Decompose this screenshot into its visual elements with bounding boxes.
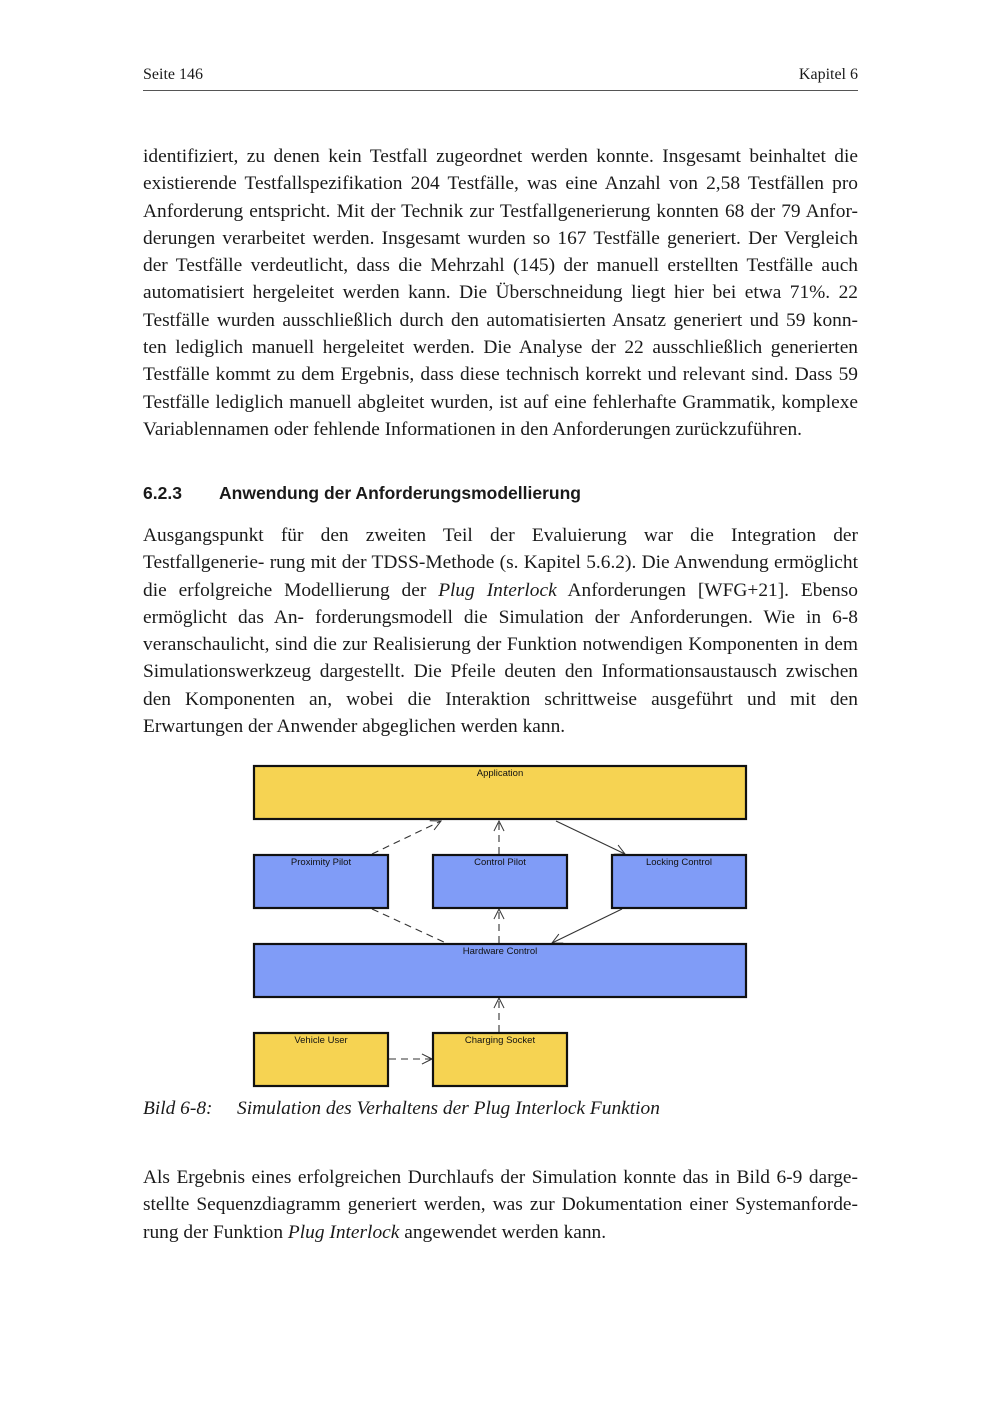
- text-line: existierende Testfallspezifikation 204 Testfälle, was eine Anzahl von 2,58 Testfällen pro: [143, 173, 858, 195]
- text-line: Testfälle lediglich manuell abgleitet wurden, ist auf eine fehlerhafte Grammatik, komplexe: [143, 391, 858, 413]
- label-application: Application: [476, 768, 524, 779]
- text-line: Ausgangspunkt für den zweiten Teil der Evaluierung war die Integration der Testfallgenerie-: [143, 525, 858, 574]
- edge-proximity-to-hardware: [372, 909, 446, 943]
- label-control-pilot: Control Pilot: [474, 857, 526, 868]
- label-locking-control: Locking Control: [645, 857, 713, 868]
- text-line: Anforderung entspricht. Mit der Technik zur Testfallgenerierung konnten 68 der 79 Anfor-: [143, 200, 858, 222]
- paragraph-result: [143, 1164, 858, 1246]
- section-title: Anwendung der Anforderungsmodellierung: [219, 483, 581, 503]
- text-line: Testfälle wurden ausschließlich durch den automatisierten Ansatz generiert und 59 konn-: [143, 309, 858, 331]
- emphasis-plug-interlock: Plug Interlock: [287, 1221, 400, 1243]
- text-line: Modellierung der: [284, 579, 439, 601]
- paragraph-modelling: [143, 522, 858, 740]
- text-line: abgeglichen werden kann.: [362, 716, 566, 738]
- text-line: identifiziert, zu denen kein Testfall zugeordnet werden konnte. Insgesamt beinhaltet die: [143, 146, 858, 167]
- label-charging-socket: Charging Socket: [464, 1035, 536, 1046]
- text-line: stellte Sequenzdiagramm generiert werden, was zur Dokumentation einer Systemanforde-: [143, 1194, 858, 1216]
- edge-proximity-to-application: [372, 821, 441, 854]
- component-diagram: [250, 760, 750, 1095]
- edge-locking-to-hardware: [552, 909, 622, 943]
- text-line: angewendet werden kann.: [399, 1221, 607, 1243]
- page-number: Seite 146: [143, 66, 203, 83]
- emphasis-plug-interlock: Plug Interlock: [438, 579, 557, 601]
- page-header: [143, 64, 858, 91]
- text-line: Als Ergebnis eines erfolgreichen Durchlaufs der Simulation konnte das in Bild 6-9 darge-: [143, 1167, 858, 1188]
- text-line: rung mit der TDSS-Methode (s. Kapitel 5.6.2). Die Anwendung ermöglicht die erfolgreiche: [143, 552, 858, 601]
- text-line: Variablennamen oder fehlende Informationen in den Anforderungen zurückzuführen.: [143, 418, 803, 440]
- label-vehicle-user: Vehicle User: [294, 1035, 348, 1046]
- paragraph-test-results: [143, 143, 858, 443]
- text-line: Testfälle kommt zu dem Ergebnis, dass diese technisch korrekt und relevant sind. Dass 59: [143, 364, 858, 386]
- caption-text: Simulation des Verhaltens der Plug Interlock Funktion: [237, 1098, 660, 1119]
- text-line: zur Realisierung der Funktion notwendigen Komponenten in dem Simulationswerkzeug: [143, 634, 858, 683]
- edge-application-to-locking: [556, 821, 625, 854]
- chapter-label: Kapitel 6: [798, 66, 858, 83]
- section-heading: [143, 483, 858, 504]
- section-number: 6.2.3: [143, 483, 182, 503]
- text-line: Anforderungen [WFG+21]. Ebenso ermöglicht das An-: [143, 579, 858, 628]
- label-hardware-control: Hardware Control: [462, 946, 538, 957]
- label-proximity-pilot: Proximity Pilot: [290, 857, 352, 868]
- text-line: dargestellt. Die Pfeile deuten den Informationsaustausch zwischen den Komponenten an,: [143, 661, 858, 710]
- text-line: wobei die Interaktion schrittweise ausgeführt und mit den Erwartungen der Anwender: [143, 688, 858, 738]
- text-line: der Testfälle verdeutlicht, dass die Mehrzahl (145) der manuell erstellten Testfälle auch: [143, 255, 858, 277]
- text-line: forderungsmodell die Simulation der Anforderungen. Wie in 6-8 veranschaulicht, sind die: [143, 606, 858, 656]
- text-line: derungen verarbeitet werden. Insgesamt wurden so 167 Testfälle generiert. Der Vergleich: [143, 227, 858, 249]
- text-line: automatisiert hergeleitet werden kann. Die Überschneidung liegt hier bei etwa 71%. 22: [143, 282, 858, 304]
- figure-caption: [143, 1098, 858, 1120]
- caption-label: Bild 6-8:: [143, 1098, 213, 1119]
- text-line: ten lediglich manuell hergeleitet werden. Die Analyse der 22 ausschließlich generierten: [143, 337, 858, 359]
- text-line: rung der Funktion: [143, 1221, 288, 1243]
